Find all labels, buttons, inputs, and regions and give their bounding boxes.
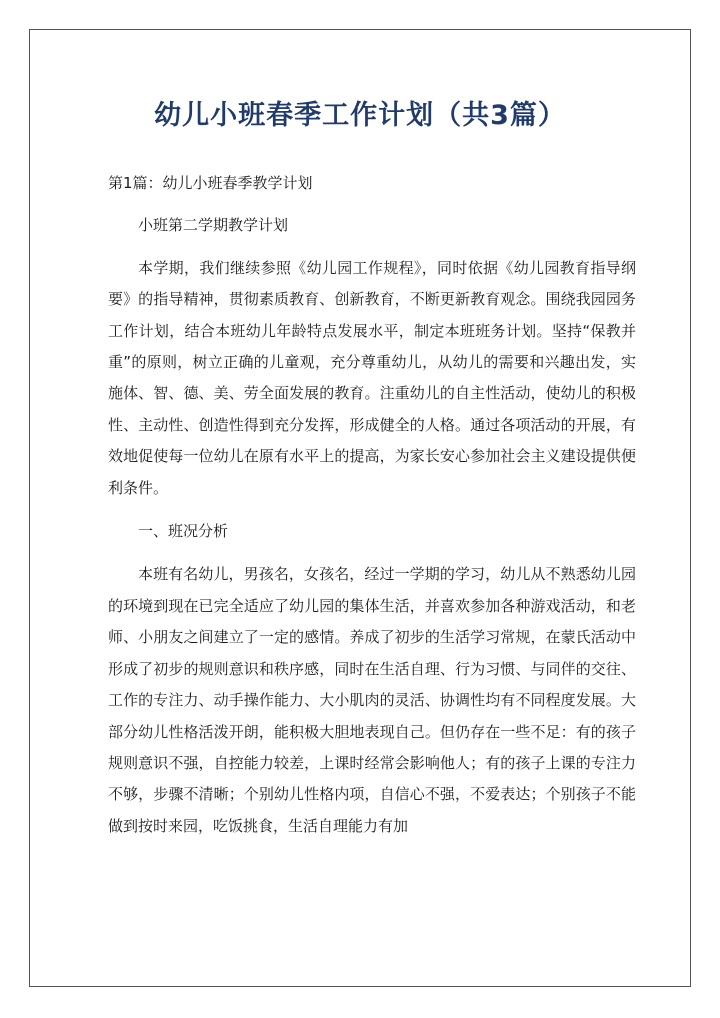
chapter-heading: 第1篇：幼儿小班春季教学计划 — [108, 174, 313, 192]
intro-paragraph: 本学期，我们继续参照《幼儿园工作规程》，同时依据《幼儿园教育指导纲要》的指导精神，贯彻素质教育、创新教育，不断更新教育观念。围绕我园园务工作计划，结合本班幼儿年龄特点发展水平，制定本班班务计划。坚持“保教并重”的原则，树立正确的儿童观，充分尊重幼儿，从幼儿的需要和兴趣出发，实施体、智、德、美、劳全面发展的教育。注重幼儿的自主性活动，使幼儿的积极性、主动性、创造性得到充分发挥，形成健全的人格。通过各项活动的开展，有效地促使每一位幼儿在原有水平上的提高，为家长安心参加社会主义建设提供便利条件。 — [108, 258, 636, 497]
section-heading-class-analysis: 一、班况分析 — [138, 522, 229, 541]
plan-subtitle: 小班第二学期教学计划 — [138, 216, 289, 235]
class-analysis-paragraph: 本班有名幼儿，男孩名，女孩名，经过一学期的学习，幼儿从不熟悉幼儿园的环境到现在已完全适应了幼儿园的集体生活，并喜欢参加各种游戏活动，和老师、小朋友之间建立了一定的感情。养成了初步的生活学习常规，在蒙氏活动中形成了初步的规则意识和秩序感，同时在生活自理、行为习惯、与同伴的交往、工作的专注力、动手操作能力、大小肌肉的灵活、协调性均有不同程度发展。大部分幼儿性格活泼开朗，能积极大胆地表现自己。但仍存在一些不足：有的孩子规则意识不强，自控能力较差，上课时经常会影响他人；有的孩子上课的专注力不够，步骤不清晰；个别幼儿性格内项，自信心不强，不爱表达；个别孩子不能做到按时来园，吃饭挑食，生活自理能力有加 — [108, 565, 636, 835]
document-body — [108, 168, 636, 842]
document-title: 幼儿小班春季工作计划（共3篇） — [154, 100, 566, 131]
